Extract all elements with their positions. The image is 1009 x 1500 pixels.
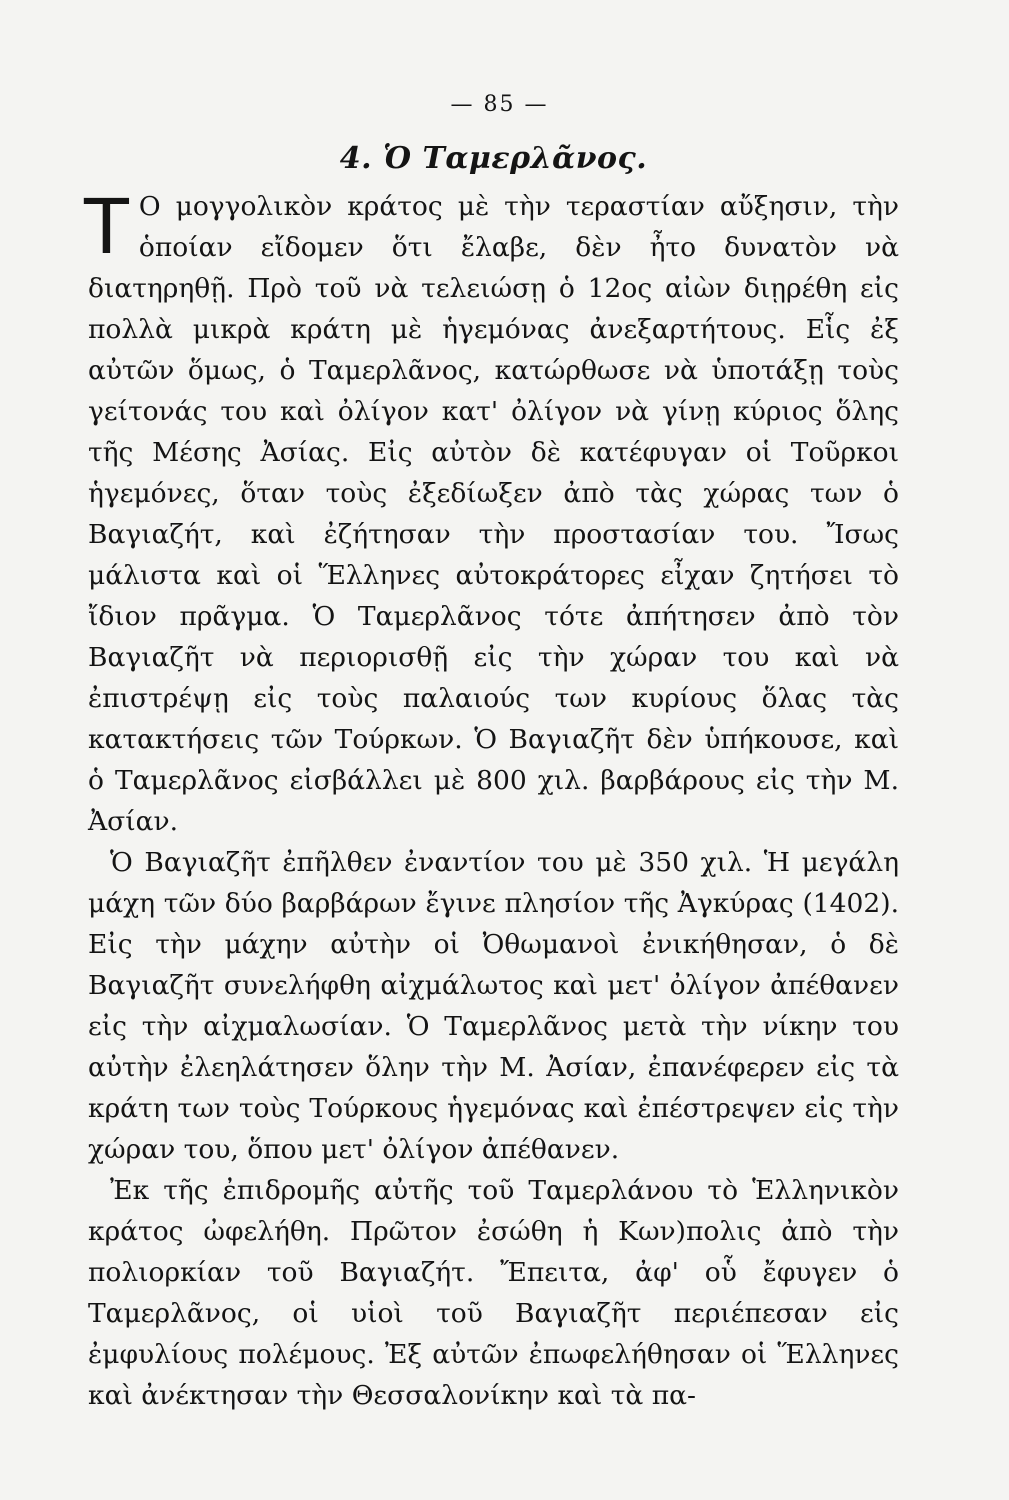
chapter-title: 4. Ὁ Ταμερλᾶνος. (339, 141, 648, 176)
paragraph-1 (82, 181, 899, 842)
drop-cap-letter: Τ (82, 181, 131, 270)
paragraph-2: Ὁ Βαγιαζῆτ ἐπῆλθεν ἐναντίον του μὲ 350 χιλ. Ἡ μεγάλη μάχη τῶν δύο βαρβάρων ἔγινε πλησίον τῆς Ἀγκύρας (1402). Εἰς τὴν μάχην αὐτὴν οἱ Ὀθωμανοὶ ἐνικήθησαν, ὁ δὲ Βαγιαζῆτ συνελήφθη αἰχμάλωτος καὶ μετ' ὀλίγον ἀπέθανεν εἰς τὴν αἰχμαλωσίαν. Ὁ Ταμερλᾶνος μετὰ τὴν νίκην του αὐτὴν ἐλεηλάτησεν ὅλην τὴν Μ. Ἀσίαν, ἐπανέφερεν εἰς τὰ κράτη των τοὺς Τούρκους ἡγεμόνας καὶ ἐπέστρεψεν εἰς τὴν χώραν του, ὅπου μετ' ὀλίγον ἀπέθανεν. (88, 847, 899, 1165)
paragraph-3: Ἐκ τῆς ἐπιδρομῆς αὐτῆς τοῦ Ταμερλάνου τὸ Ἑλληνικὸν κράτος ὠφελήθη. Πρῶτον ἐσώθη ἡ Κων)πολις ἀπὸ τὴν πολιορκίαν τοῦ Βαγιαζήτ. Ἔπειτα, ἀφ' οὗ ἔφυγεν ὁ Ταμερλᾶνος, οἱ υἱοὶ τοῦ Βαγιαζῆτ περιέπεσαν εἰς ἐμφυλίους πολέμους. Ἐξ αὐτῶν ἐπωφελήθησαν οἱ Ἕλληνες καὶ ἀνέκτησαν τὴν Θεσσαλονίκην καὶ τὰ πα- (88, 1175, 899, 1411)
page-number: — 85 — (450, 92, 549, 117)
paragraph-1-text: Ο μογγολικὸν κράτος μὲ τὴν τεραστίαν αὔξησιν, τὴν ὁποίαν εἴδομεν ὅτι ἔλαβε, δὲν ἦτο δυνατὸν νὰ διατηρηθῇ. Πρὸ τοῦ νὰ τελειώσῃ ὁ 12ος αἰὼν διῃρέθη εἰς πολλὰ μικρὰ κράτη μὲ ἡγεμόνας ἀνεξαρτήτους. Εἷς ἐξ αὐτῶν ὅμως, ὁ Ταμερλᾶνος, κατώρθωσε νὰ ὑποτάξῃ τοὺς γείτονάς του καὶ ὀλίγον κατ' ὀλίγον νὰ γίνῃ κύριος ὅλης τῆς Μέσης Ἀσίας. Εἰς αὐτὸν δὲ κατέφυγαν οἱ Τοῦρκοι ἡγεμόνες, ὅταν τοὺς ἐξεδίωξεν ἀπὸ τὰς χώρας των ὁ Βαγιαζήτ, καὶ ἐζήτησαν τὴν προστασίαν του. Ἴσως μάλιστα καὶ οἱ Ἕλληνες αὐτοκράτορες εἶχαν ζητήσει τὸ ἴδιον πρᾶγμα. Ὁ Ταμερλᾶνος τότε ἀπήτησεν ἀπὸ τὸν Βαγιαζῆτ νὰ περιορισθῇ εἰς τὴν χώραν του καὶ νὰ ἐπιστρέψῃ εἰς τοὺς παλαιούς των κυρίους ὅλας τὰς κατακτήσεις τῶν Τούρκων. Ὁ Βαγιαζῆτ δὲν ὑπήκουσε, καὶ ὁ Ταμερλᾶνος εἰσβάλλει μὲ 800 χιλ. βαρβάρους εἰς τὴν Μ. Ἀσίαν. (88, 191, 899, 837)
